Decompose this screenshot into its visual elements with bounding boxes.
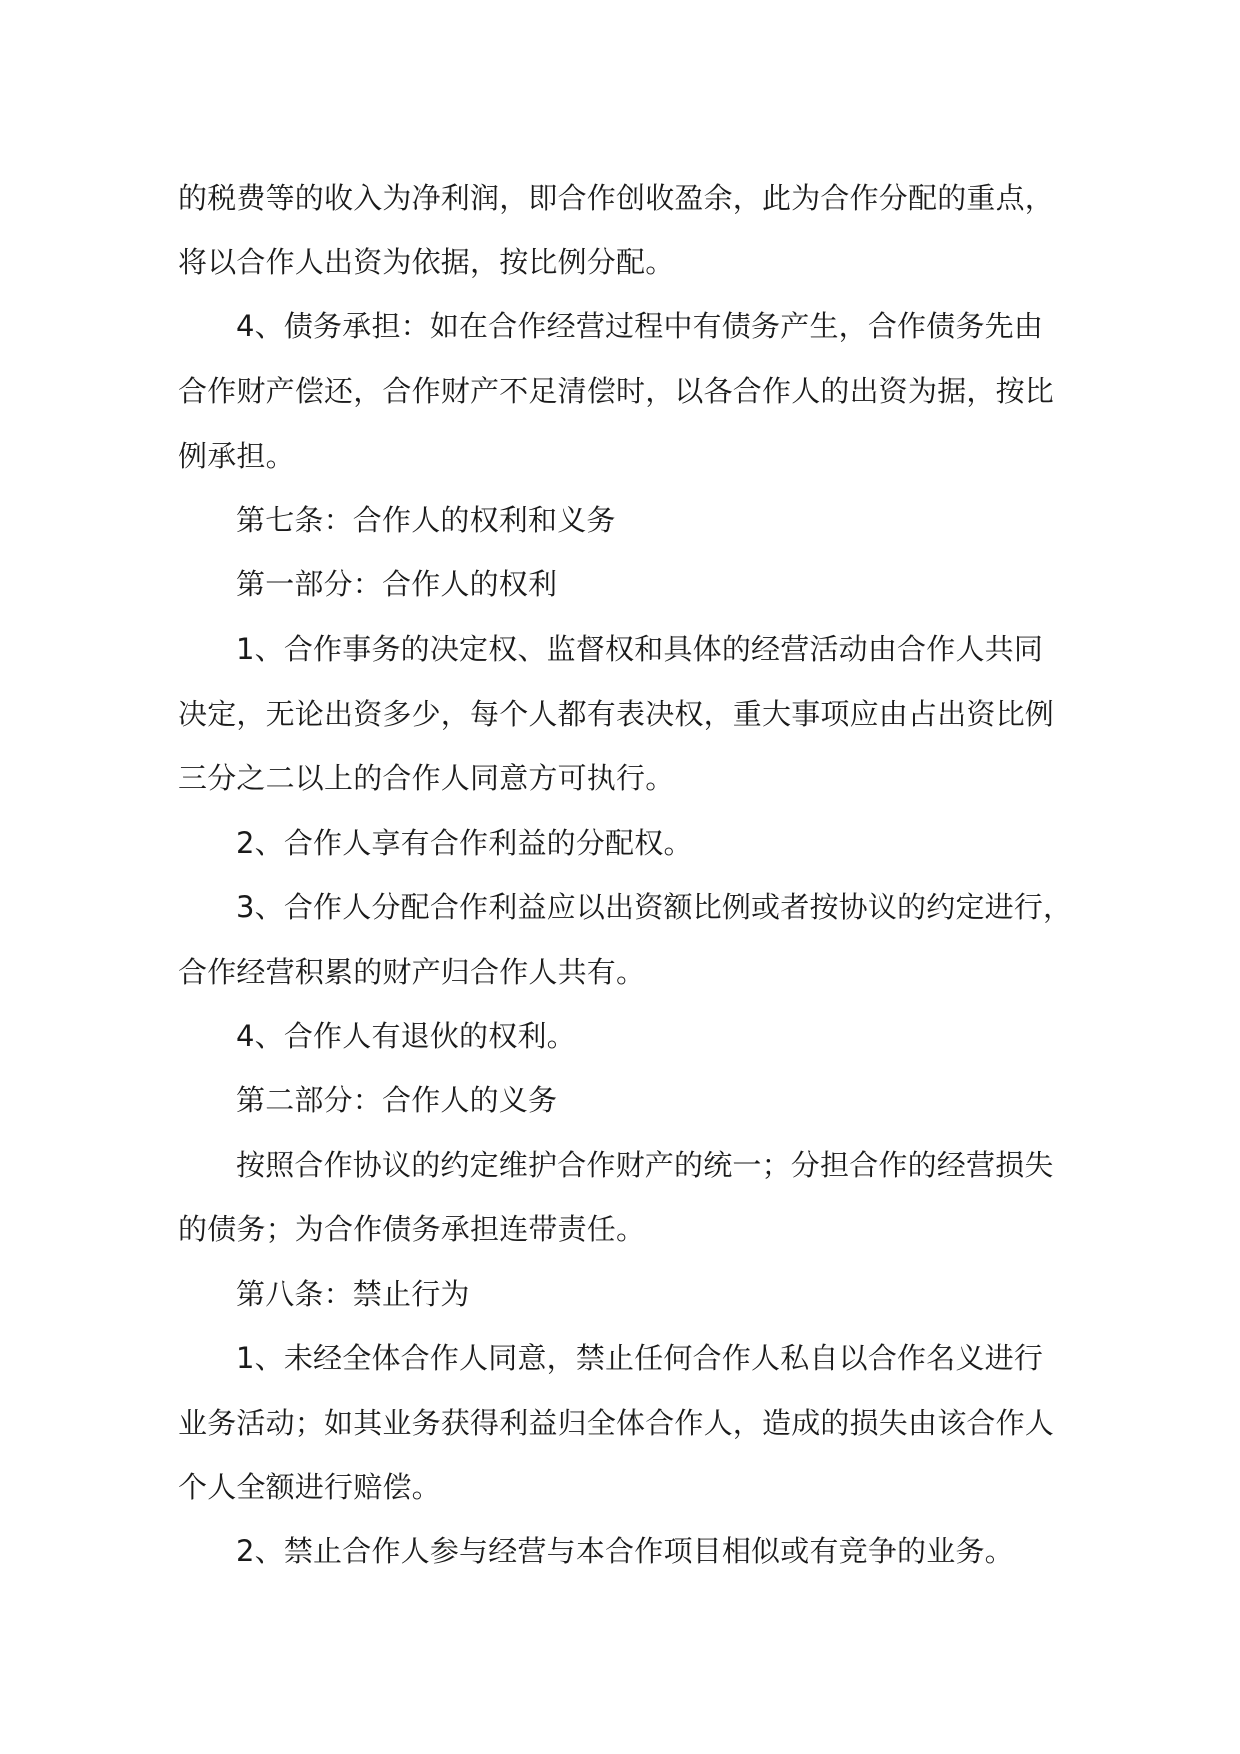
text-line: 4、合作人有退伙的权利。 (236, 1019, 576, 1053)
section-heading: 第一部分：合作人的权利 (236, 567, 558, 601)
text-line: 按照合作协议的约定维护合作财产的统一；分担合作的经营损失 (236, 1148, 1054, 1182)
text-line: 的税费等的收入为净利润，即合作创收盈余，此为合作分配的重点， (178, 181, 1055, 215)
text-line: 例承担。 (178, 439, 295, 473)
section-heading: 第二部分：合作人的义务 (236, 1083, 558, 1117)
text-line: 1、合作事务的决定权、监督权和具体的经营活动由合作人共同 (236, 632, 1044, 666)
text-line: 决定，无论出资多少，每个人都有表决权，重大事项应由占出资比例 (178, 697, 1055, 731)
text-line: 的债务；为合作债务承担连带责任。 (178, 1212, 646, 1246)
text-line: 合作经营积累的财产归合作人共有。 (178, 955, 646, 989)
text-line: 合作财产偿还，合作财产不足清偿时，以各合作人的出资为据，按比 (178, 374, 1055, 408)
text-line: 将以合作人出资为依据，按比例分配。 (178, 245, 675, 279)
text-line: 4、债务承担：如在合作经营过程中有债务产生，合作债务先由 (236, 309, 1044, 343)
text-line: 1、未经全体合作人同意，禁止任何合作人私自以合作名义进行 (236, 1341, 1044, 1375)
text-line: 2、禁止合作人参与经营与本合作项目相似或有竞争的业务。 (236, 1534, 1014, 1568)
text-line: 业务活动；如其业务获得利益归全体合作人，造成的损失由该合作人 (178, 1406, 1055, 1440)
text-line: 2、合作人享有合作利益的分配权。 (236, 826, 693, 860)
text-line: 三分之二以上的合作人同意方可执行。 (178, 761, 675, 795)
text-line: 3、合作人分配合作利益应以出资额比例或者按协议的约定进行， (236, 890, 1073, 924)
article-heading: 第七条：合作人的权利和义务 (236, 503, 616, 537)
article-heading: 第八条：禁止行为 (236, 1277, 470, 1311)
text-line: 个人全额进行赔偿。 (178, 1470, 441, 1504)
